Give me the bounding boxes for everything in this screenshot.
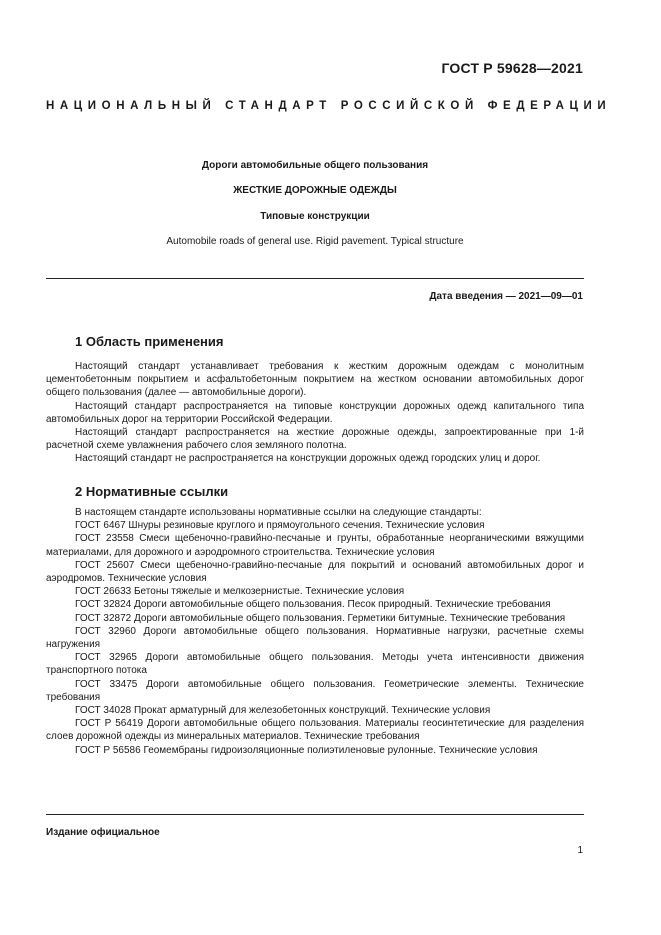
section-1-body (46, 360, 584, 466)
document-title-line-2: ЖЕСТКИЕ ДОРОЖНЫЕ ОДЕЖДЫ (233, 185, 397, 196)
reference-item: ГОСТ 32960 Дороги автомобильные общего пользования. Нормативные нагрузки, расчетные схемы нагружения (46, 625, 584, 651)
official-edition-label: Издание официальное (46, 827, 160, 838)
reference-item: ГОСТ 32824 Дороги автомобильные общего пользования. Песок природный. Технические требования (75, 599, 551, 611)
section-2-body (46, 506, 584, 757)
reference-item: ГОСТ 34028 Прокат арматурный для железобетонных конструкций. Технические условия (75, 705, 491, 717)
national-standard-title: НАЦИОНАЛЬНЫЙ СТАНДАРТ РОССИЙСКОЙ ФЕДЕРАЦИИ (46, 100, 612, 112)
section-1-paragraph: Настоящий стандарт распространяется на жесткие дорожные одежды, запроектированные при 1-й расчетной схеме увлажнения рабочего слоя земляного полотна. (46, 427, 584, 452)
reference-item: ГОСТ 32872 Дороги автомобильные общего пользования. Герметики битумные. Технические требования (75, 612, 566, 624)
reference-item: ГОСТ Р 56419 Дороги автомобильные общего пользования. Материалы геосинтетические для разделения слоев дорожной одежды из минеральных материалов. Технические требования (46, 718, 584, 743)
reference-item: ГОСТ 26633 Бетоны тяжелые и мелкозернистые. Технические условия (75, 586, 405, 598)
section-1-paragraph: Настоящий стандарт не распространяется на конструкции дорожных одежд городских улиц и дорог. (75, 453, 541, 465)
section-2-paragraph: В настоящем стандарте использованы нормативные ссылки на следующие стандарты: (75, 507, 482, 518)
document-title-line-3: Типовые конструкции (260, 211, 370, 222)
reference-item: ГОСТ 23558 Смеси щебеночно-гравийно-песчаные и грунты, обработанные неорганическими вяжущими материалами, для дорожного и аэродромного строительства. Технические условия (46, 533, 584, 558)
reference-item: ГОСТ 6467 Шнуры резиновые круглого и прямоугольного сечения. Технические условия (75, 520, 485, 532)
header-divider (46, 278, 584, 279)
document-title-line-1: Дороги автомобильные общего пользования (201, 160, 429, 171)
section-2-title: 2 Нормативные ссылки (75, 484, 229, 499)
reference-item: ГОСТ 25607 Смеси щебеночно-гравийно-песчаные для покрытий и оснований автомобильных дорог и аэродромов. Технические условия (46, 559, 584, 585)
standard-code: ГОСТ Р 59628—2021 (441, 60, 583, 76)
document-title-english: Automobile roads of general use. Rigid pavement. Typical structure (166, 236, 464, 247)
section-1-paragraph: Настоящий стандарт распространяется на типовые конструкции дорожных одежд капитального типа автомобильных дорог на территории Российской Федерации. (46, 400, 584, 425)
page-number: 1 (577, 845, 583, 856)
reference-item: ГОСТ 33475 Дороги автомобильные общего пользования. Геометрические элементы. Технические требования (46, 678, 584, 703)
footer-divider (46, 814, 584, 815)
reference-item: ГОСТ 32965 Дороги автомобильные общего пользования. Методы учета интенсивности движения транспортного потока (46, 652, 584, 677)
section-1-paragraph: Настоящий стандарт устанавливает требования к жестким дорожным одеждам с монолитным цементобетонным покрытием и асфальтобетонным покрытием на жестком основании автомобильных дорог общего пользования (далее — автомобильные дороги). (46, 361, 584, 399)
reference-item: ГОСТ Р 56586 Геомембраны гидроизоляционные полиэтиленовые рулонные. Технические условия (75, 744, 538, 756)
section-1-title: 1 Область применения (75, 334, 224, 349)
introduction-date: Дата введения — 2021—09—01 (429, 291, 583, 302)
